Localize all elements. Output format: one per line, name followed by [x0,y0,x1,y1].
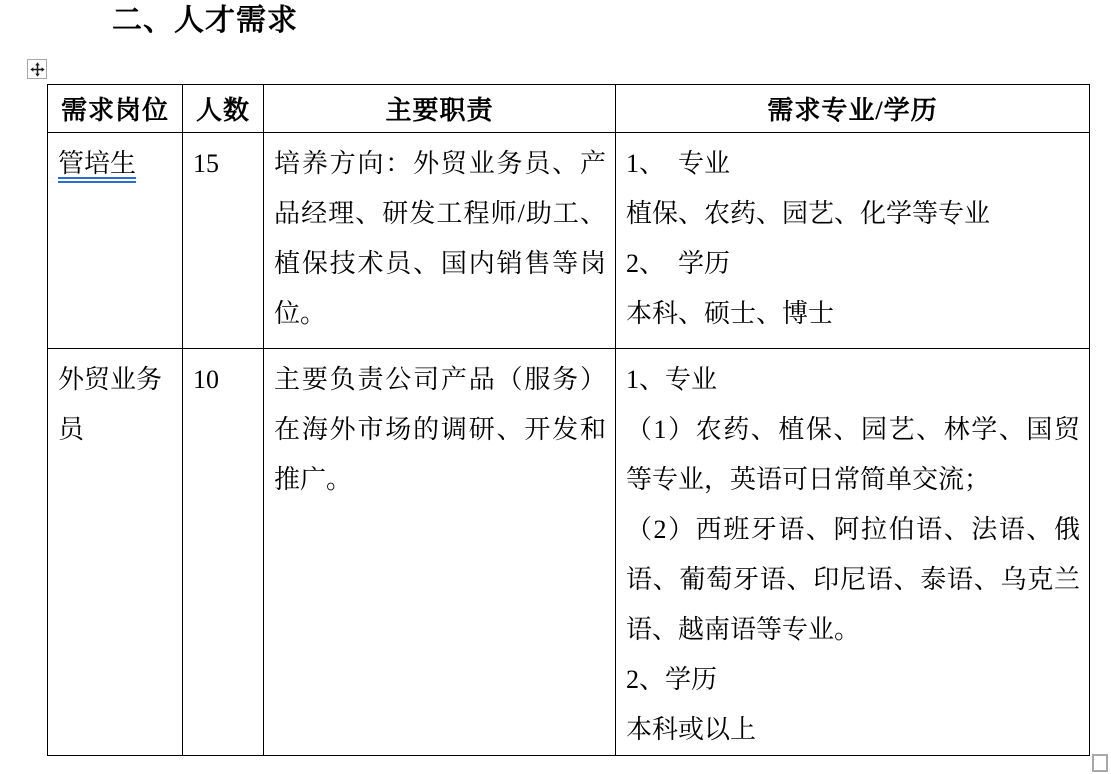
paragraph: （2）西班牙语、阿拉伯语、法语、俄语、葡萄牙语、印尼语、泰语、乌克兰语、越南语等专业。 [626,515,1080,644]
headcount-cell: 15 [183,133,264,349]
col-header-duties: 主要职责 [264,85,616,133]
table-move-handle[interactable] [27,59,47,79]
requirements-cell [616,133,1090,349]
paragraph: 1、 专业 [626,149,731,178]
requirements-cell [616,349,1090,756]
move-cross-icon [30,62,45,77]
talent-demand-table [47,84,1090,756]
position-link[interactable]: 管培生 [58,149,137,178]
table-header-row [48,85,1090,133]
col-header-headcount: 人数 [183,85,264,133]
headcount-cell: 10 [183,349,264,756]
paragraph: 培养方向：外贸业务员、产品经理、研发工程师/助工、植保技术员、国内销售等岗位。 [274,149,606,328]
section-heading: 二、人才需求 [112,4,298,37]
table-row [48,349,1090,756]
paragraph: 本科、硕士、博士 [626,299,835,328]
duties-cell [264,349,616,756]
col-header-position: 需求岗位 [48,85,183,133]
paragraph: 本科或以上 [626,715,757,744]
position-cell [48,133,183,349]
paragraph: 1、专业 [626,365,718,394]
table-resize-handle[interactable] [1092,754,1108,772]
paragraph: 2、 学历 [626,249,731,278]
table-row [48,133,1090,349]
paragraph: 植保、农药、园艺、化学等专业 [626,199,991,228]
col-header-requirements: 需求专业/学历 [616,85,1090,133]
position-cell: 外贸业务员 [48,349,183,756]
paragraph: 2、学历 [626,665,718,694]
duties-cell [264,133,616,349]
paragraph: （1）农药、植保、园艺、林学、国贸等专业，英语可日常简单交流； [626,415,1080,494]
paragraph: 主要负责公司产品（服务）在海外市场的调研、开发和推广。 [274,365,606,494]
